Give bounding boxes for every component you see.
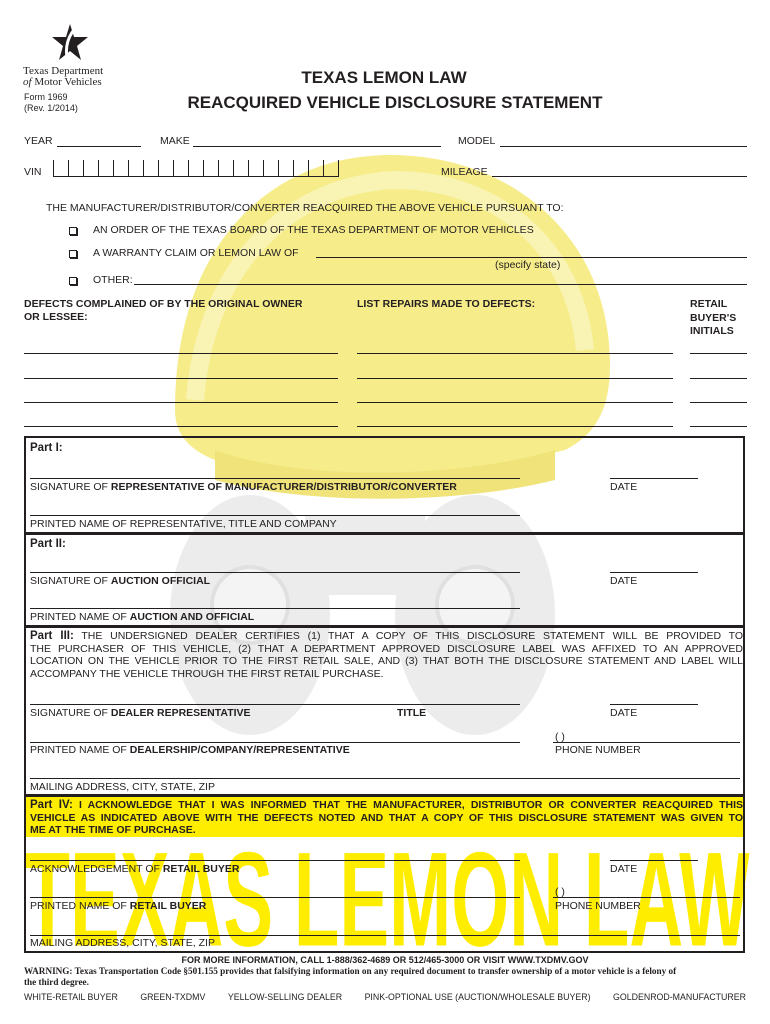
form-number: Form 1969: [24, 92, 68, 102]
part3-mailing-label: MAILING ADDRESS, CITY, STATE, ZIP: [30, 781, 215, 793]
part2-sig-prefix: SIGNATURE OF: [30, 575, 111, 587]
initials-row-3[interactable]: [690, 402, 747, 403]
year-label: YEAR: [24, 135, 53, 147]
mileage-field[interactable]: [492, 176, 747, 177]
initials-header-line1: RETAIL: [690, 298, 728, 310]
part2-signature-field[interactable]: [30, 572, 520, 573]
part4-ack-prefix: ACKNOWLEDGEMENT OF: [30, 863, 163, 875]
part2-date-label: DATE: [610, 575, 638, 587]
part3-date-field[interactable]: [610, 704, 698, 705]
copy-green: GREEN-TXDMV: [140, 992, 206, 1002]
defect-row-3[interactable]: [24, 402, 338, 403]
agency-name-line2: Motor Vehicles: [34, 76, 102, 88]
reacquired-intro: THE MANUFACTURER/DISTRIBUTOR/CONVERTER REACQUIRED THE ABOVE VEHICLE PURSUANT TO:: [46, 202, 564, 214]
copy-yellow: YELLOW-SELLING DEALER: [227, 992, 343, 1002]
part1-signature-field[interactable]: [30, 478, 520, 479]
agency-name-line1: Texas Department: [23, 65, 104, 77]
model-field[interactable]: [500, 146, 747, 147]
part4-phone-field[interactable]: [553, 897, 740, 898]
part3-text-line3: LOCATION ON THE VEHICLE PRIOR TO THE FIRST RETAIL SALE, AND (3) THAT BOTH THE DISCLOSURE STATEMENT AND LABEL WILL: [30, 655, 743, 667]
initials-row-2[interactable]: [690, 378, 747, 379]
vin-field[interactable]: [53, 160, 339, 177]
part3-signature-field[interactable]: [30, 704, 520, 705]
mileage-label: MILEAGE: [441, 166, 488, 178]
repairs-header: LIST REPAIRS MADE TO DEFECTS:: [357, 298, 536, 310]
checkbox-board-order[interactable]: [69, 227, 77, 235]
checkbox-warranty-claim[interactable]: [69, 250, 77, 258]
title-line1: TEXAS LEMON LAW: [301, 68, 467, 87]
part4-phone-paren: ( ): [555, 886, 565, 898]
repair-row-3[interactable]: [357, 402, 673, 403]
title-line2: REACQUIRED VEHICLE DISCLOSURE STATEMENT: [187, 93, 603, 112]
make-label: MAKE: [160, 135, 190, 147]
part2-printed-field[interactable]: [30, 608, 520, 609]
defects-header: DEFECTS COMPLAINED OF BY THE ORIGINAL OWNER: [24, 298, 303, 310]
part4-text-line2: VEHICLE AS INDICATED ABOVE WITH THE DEFECTS NOTED AND THAT A COPY OF THIS DISCLOSURE STATEMENT WAS GIVEN TO: [30, 811, 743, 824]
part1-date-field[interactable]: [610, 478, 698, 479]
part4-phone-label: PHONE NUMBER: [555, 900, 641, 912]
part3-sig-prefix: SIGNATURE OF: [30, 707, 111, 719]
part4-text-line1: I ACKNOWLEDGE THAT I WAS INFORMED THAT THE MANUFACTURER, DISTRIBUTOR OR CONVERTER REACQUIRED THIS: [78, 799, 743, 811]
part3-text-line4: ACCOMPANY THE VEHICLE THROUGH THE FIRST RETAIL PURCHASE.: [30, 667, 384, 680]
initials-header-line3: INITIALS: [690, 325, 734, 337]
repair-row-4[interactable]: [357, 426, 673, 427]
part3-phone-paren: ( ): [555, 731, 565, 743]
part3-title: Part III:: [30, 630, 74, 642]
copy-goldenrod: GOLDENROD-MANUFACTURER: [613, 992, 746, 1002]
initials-row-1[interactable]: [690, 353, 747, 354]
part4-printed-label: RETAIL BUYER: [129, 900, 207, 912]
part2-printed-label: AUCTION AND OFFICIAL: [129, 611, 255, 623]
part3-phone-field[interactable]: [553, 742, 740, 743]
part1-sig-prefix: SIGNATURE OF: [30, 481, 111, 493]
part4-mailing-label: MAILING ADDRESS, CITY, STATE, ZIP: [30, 937, 215, 949]
part3-title-label: TITLE: [397, 707, 427, 719]
other-field[interactable]: [134, 284, 747, 285]
part3-text-line1: THE UNDERSIGNED DEALER CERTIFIES (1) THAT A COPY OF THIS DISCLOSURE STATEMENT WILL BE PROVIDED TO: [81, 630, 744, 642]
option-warranty-claim: A WARRANTY CLAIM OR LEMON LAW OF: [93, 247, 299, 259]
part3-phone-label: PHONE NUMBER: [555, 744, 641, 756]
vin-label: VIN: [24, 166, 42, 178]
part3-date-label: DATE: [610, 707, 638, 719]
part4-date-field[interactable]: [610, 860, 698, 861]
watermark-text: TEXAS LEMON LAW: [24, 838, 750, 956]
part3-printed-label: DEALERSHIP/COMPANY/REPRESENTATIVE: [129, 744, 350, 756]
copy-white: WHITE-RETAIL BUYER: [24, 992, 118, 1002]
part1-printed-label: PRINTED NAME OF REPRESENTATIVE, TITLE AND COMPANY: [30, 518, 337, 530]
part3-mailing-field[interactable]: [30, 778, 740, 779]
state-field[interactable]: [316, 257, 747, 258]
part1-sig-label: REPRESENTATIVE OF MANUFACTURER/DISTRIBUTOR/CONVERTER: [110, 481, 457, 493]
part3-printed-field[interactable]: [30, 742, 520, 743]
checkbox-other[interactable]: [69, 277, 77, 285]
part3-text-line2: THE PURCHASER OF THIS VEHICLE, (2) THAT A DEPARTMENT APPROVED DISCLOSURE LABEL WAS AFFIXED TO AN APPROVED: [30, 642, 743, 655]
part1-title: Part I:: [30, 442, 63, 454]
part3-printed-prefix: PRINTED NAME OF: [30, 744, 130, 756]
part2-date-field[interactable]: [610, 572, 698, 573]
year-field[interactable]: [57, 146, 141, 147]
repair-row-1[interactable]: [357, 353, 673, 354]
option-other: OTHER:: [93, 274, 133, 286]
make-field[interactable]: [193, 146, 441, 147]
initials-row-4[interactable]: [690, 426, 747, 427]
part4-printed-field[interactable]: [30, 897, 520, 898]
footer-info: FOR MORE INFORMATION, CALL 1-888/362-4689 OR 512/465-3000 OR VISIT WWW.TXDMV.GOV: [181, 955, 589, 965]
part4-date-label: DATE: [610, 863, 638, 875]
part4-printed-prefix: PRINTED NAME OF: [30, 900, 130, 912]
defect-row-4[interactable]: [24, 426, 338, 427]
form-revision: (Rev. 1/2014): [24, 103, 78, 113]
footer-warning-line1: WARNING: Texas Transportation Code §501.155 provides that falsifying information on any required document to transfer ownership of a motor vehicle is a felony of: [24, 966, 677, 976]
defect-row-2[interactable]: [24, 378, 338, 379]
agency-of: of: [23, 76, 32, 88]
part4-ack-field[interactable]: [30, 860, 520, 861]
part4-text-line3: ME AT THE TIME OF PURCHASE.: [30, 824, 196, 836]
part4-mailing-field[interactable]: [30, 935, 740, 936]
part3-sig-label: DEALER REPRESENTATIVE: [110, 707, 251, 719]
model-label: MODEL: [458, 135, 496, 147]
defect-row-1[interactable]: [24, 353, 338, 354]
part2-sig-label: AUCTION OFFICIAL: [110, 575, 211, 587]
specify-state-hint: (specify state): [495, 259, 561, 271]
part4-ack-label: RETAIL BUYER: [162, 863, 240, 875]
part1-date-label: DATE: [610, 481, 638, 493]
option-board-order: AN ORDER OF THE TEXAS BOARD OF THE TEXAS DEPARTMENT OF MOTOR VEHICLES: [93, 224, 534, 236]
footer-warning-line2: the third degree.: [24, 976, 89, 987]
part2-title: Part II:: [30, 538, 66, 550]
part4-title: Part IV:: [30, 799, 73, 811]
repair-row-2[interactable]: [357, 378, 673, 379]
copy-pink: PINK-OPTIONAL USE (AUCTION/WHOLESALE BUYER): [364, 992, 591, 1002]
txdmv-star-logo-icon: [48, 22, 92, 64]
part2-printed-prefix: PRINTED NAME OF: [30, 611, 130, 623]
part1-printed-field[interactable]: [30, 515, 520, 516]
initials-header-line2: BUYER'S: [690, 311, 737, 324]
defects-header-line2: OR LESSEE:: [24, 311, 88, 323]
